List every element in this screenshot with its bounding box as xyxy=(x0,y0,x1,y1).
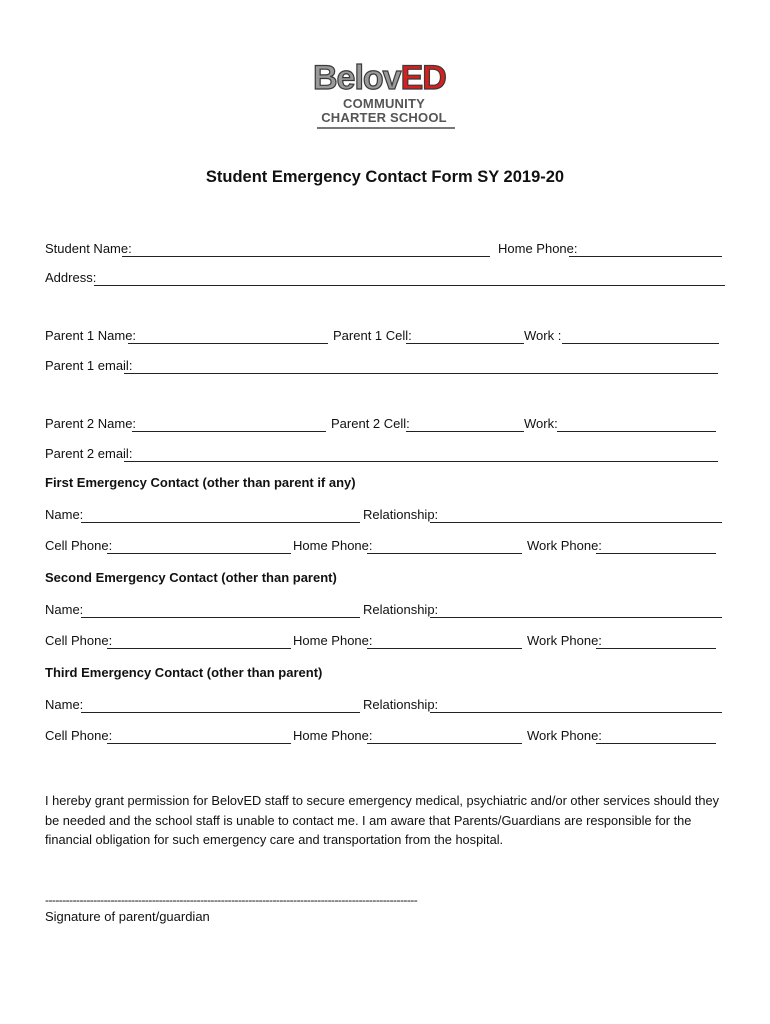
signature-line[interactable]: ------------------------------------------------------------------------------------------------------------ xyxy=(45,893,418,907)
second-contact-relationship-field[interactable] xyxy=(430,617,722,618)
first-contact-home-label: Home Phone: xyxy=(293,538,373,553)
parent2-email-row xyxy=(45,445,735,465)
second-contact-relationship-label: Relationship: xyxy=(363,602,439,617)
parent2-work-field[interactable] xyxy=(557,431,716,432)
logo-wordmark-part1: Belov xyxy=(313,59,401,97)
third-contact-home-label: Home Phone: xyxy=(293,728,373,743)
form-title: Student Emergency Contact Form SY 2019-20 xyxy=(205,168,565,186)
student-row xyxy=(45,240,735,260)
home-phone-field[interactable] xyxy=(569,256,722,257)
second-contact-cell-label: Cell Phone: xyxy=(45,633,113,648)
first-contact-home-field[interactable] xyxy=(367,553,522,554)
logo-wordmark-part2: ED xyxy=(400,59,446,97)
second-contact-work-field[interactable] xyxy=(596,648,716,649)
parent1-name-label: Parent 1 Name: xyxy=(45,328,137,343)
third-contact-home-field[interactable] xyxy=(367,743,522,744)
address-row xyxy=(45,269,735,289)
parent2-cell-field[interactable] xyxy=(406,431,524,432)
parent1-email-row xyxy=(45,357,735,377)
home-phone-label: Home Phone: xyxy=(498,241,578,256)
second-contact-name-label: Name: xyxy=(45,602,84,617)
second-contact-cell-field[interactable] xyxy=(107,648,291,649)
parent2-work-label: Work: xyxy=(524,416,558,431)
second-contact-work-label: Work Phone: xyxy=(527,633,602,648)
first-contact-relationship-field[interactable] xyxy=(430,522,722,523)
parent1-email-field[interactable] xyxy=(124,373,718,374)
first-contact-cell-field[interactable] xyxy=(107,553,291,554)
first-contact-phone-row xyxy=(45,537,735,557)
third-contact-phone-row xyxy=(45,727,735,747)
third-contact-name-field[interactable] xyxy=(81,712,360,713)
parent2-name-field[interactable] xyxy=(132,431,326,432)
permission-statement: I hereby grant permission for BelovED staff to secure emergency medical, psychiatric and/or other services should they be needed and the school staff is unable to contact me. I am aware that Parents/Guardians are responsible for the financial obligation for such emergency care and transportation from the hospital. xyxy=(45,793,720,847)
third-contact-name-row xyxy=(45,696,735,716)
logo-line-charter: CHARTER SCHOOL xyxy=(321,110,447,125)
third-contact-relationship-field[interactable] xyxy=(430,712,722,713)
parent2-email-field[interactable] xyxy=(124,461,718,462)
parent1-work-field[interactable] xyxy=(562,343,719,344)
student-name-label: Student Name: xyxy=(45,241,132,256)
third-contact-cell-field[interactable] xyxy=(107,743,291,744)
third-contact-work-label: Work Phone: xyxy=(527,728,602,743)
first-contact-cell-label: Cell Phone: xyxy=(45,538,113,553)
parent2-cell-label: Parent 2 Cell: xyxy=(331,416,410,431)
first-contact-heading: First Emergency Contact (other than parent if any) xyxy=(45,475,356,490)
first-contact-work-label: Work Phone: xyxy=(527,538,602,553)
parent1-work-label: Work : xyxy=(524,328,562,343)
third-contact-name-label: Name: xyxy=(45,697,84,712)
parent1-email-label: Parent 1 email: xyxy=(45,358,133,373)
parent1-name-field[interactable] xyxy=(128,343,328,344)
third-contact-cell-label: Cell Phone: xyxy=(45,728,113,743)
parent2-name-label: Parent 2 Name: xyxy=(45,416,137,431)
second-contact-name-field[interactable] xyxy=(81,617,360,618)
first-contact-work-field[interactable] xyxy=(596,553,716,554)
school-logo xyxy=(313,58,455,130)
parent1-cell-label: Parent 1 Cell: xyxy=(333,328,412,343)
first-contact-relationship-label: Relationship: xyxy=(363,507,439,522)
third-contact-heading: Third Emergency Contact (other than parent) xyxy=(45,665,323,680)
third-contact-work-field[interactable] xyxy=(596,743,716,744)
second-contact-home-field[interactable] xyxy=(367,648,522,649)
second-contact-phone-row xyxy=(45,632,735,652)
student-name-field[interactable] xyxy=(122,256,490,257)
parent1-cell-field[interactable] xyxy=(406,343,524,344)
second-contact-name-row xyxy=(45,601,735,621)
second-contact-home-label: Home Phone: xyxy=(293,633,373,648)
logo-underline xyxy=(317,127,455,129)
second-contact-heading: Second Emergency Contact (other than parent) xyxy=(45,570,337,585)
logo-line-community: COMMUNITY xyxy=(343,96,425,111)
parent1-row xyxy=(45,327,735,347)
first-contact-name-field[interactable] xyxy=(81,522,360,523)
address-label: Address: xyxy=(45,270,97,285)
logo-wordmark xyxy=(313,58,446,98)
third-contact-relationship-label: Relationship: xyxy=(363,697,439,712)
address-field[interactable] xyxy=(94,285,725,286)
parent2-email-label: Parent 2 email: xyxy=(45,446,133,461)
signature-label: Signature of parent/guardian xyxy=(45,909,210,924)
first-contact-name-label: Name: xyxy=(45,507,84,522)
first-contact-name-row xyxy=(45,506,735,526)
parent2-row xyxy=(45,415,735,435)
